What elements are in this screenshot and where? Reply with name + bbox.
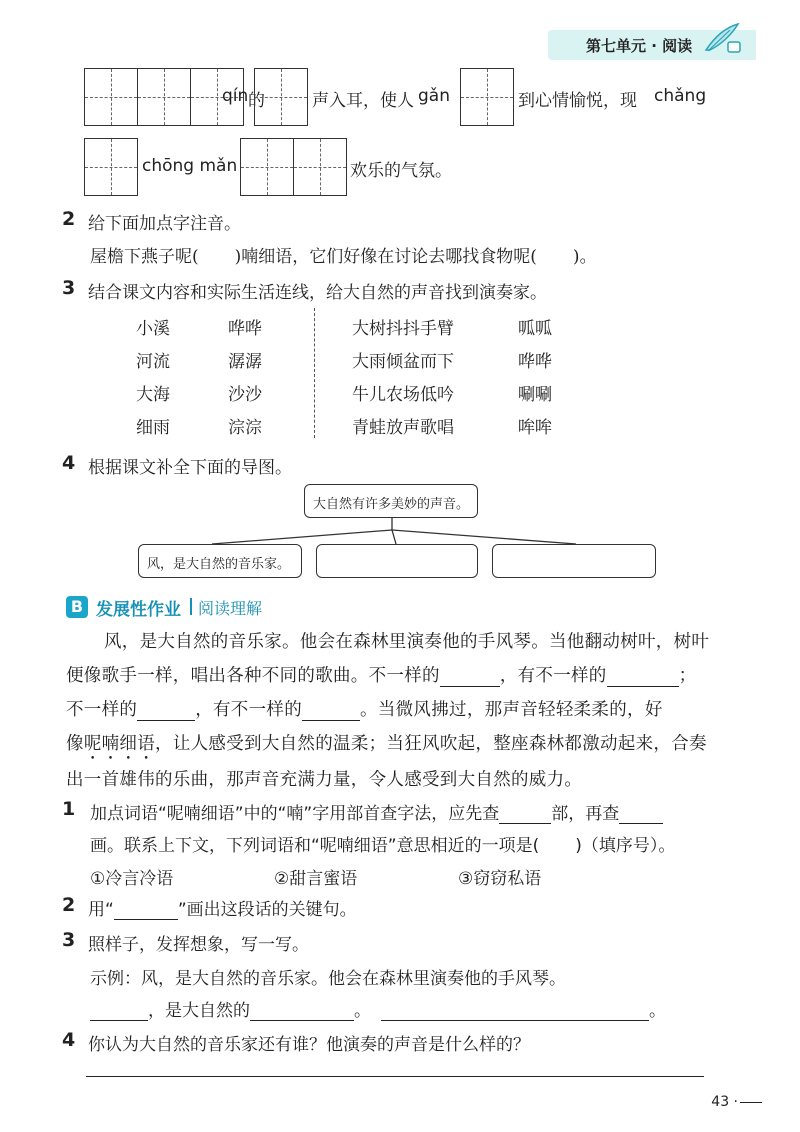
passage-line-1: 风，是大自然的音乐家。他会在森林里演奏他的手风琴。当他翻动树叶，树叶	[104, 632, 710, 652]
b3-blank-1[interactable]	[90, 1002, 148, 1021]
passage-line-5: 出一首雄伟的乐曲，那声音充满力量，令人感受到大自然的威力。	[66, 770, 583, 790]
q3-right-item[interactable]: 大雨倾盆而下	[352, 352, 454, 372]
dotted-phrase: 呢喃细语	[83, 734, 156, 754]
q1-text-2: 声入耳，使人	[312, 91, 414, 111]
q2-prompt: 给下面加点字注音。	[88, 214, 241, 234]
q3-left-sound[interactable]: 潺潺	[228, 352, 262, 372]
page-number-text: 43 ·	[711, 1094, 738, 1110]
q1-text-4: 欢乐的气氛。	[350, 161, 452, 181]
q2-paren-open: (	[192, 247, 199, 267]
b1-stroke-blank[interactable]	[619, 805, 663, 824]
b1-line-2	[90, 831, 675, 856]
q3-right-sound[interactable]: 唰唰	[518, 385, 552, 405]
passage-blank[interactable]	[137, 702, 195, 721]
section-b-title: 发展性作业	[96, 600, 181, 620]
page-number	[711, 1094, 762, 1110]
q3-right-item[interactable]: 牛儿农场低吟	[352, 385, 454, 405]
passage-blank[interactable]	[302, 702, 360, 721]
passage-text: ；	[678, 666, 697, 686]
q3-left-item[interactable]: 小溪	[136, 319, 170, 339]
q3-right-item[interactable]: 青蛙放声歌唱	[352, 418, 454, 438]
b3-text: 。	[354, 1001, 371, 1021]
passage-blank[interactable]	[440, 668, 500, 687]
mindmap-child-1	[138, 544, 302, 578]
section-b-divider	[190, 598, 192, 615]
b3-text: 。	[649, 1001, 666, 1021]
passage-line-2	[66, 662, 696, 687]
q2-paren-close: )	[234, 247, 242, 267]
q3-left-item[interactable]: 细雨	[136, 418, 170, 438]
b1-option[interactable]: ③窃窃私语	[458, 869, 542, 889]
mindmap-root-text: 大自然有许多美妙的声音。	[313, 497, 470, 512]
b1-option[interactable]: ①冷言冷语	[90, 869, 174, 889]
passage-line-4	[66, 730, 707, 764]
passage-text: 。当微风拂过，那声音轻轻柔柔的，好	[360, 700, 663, 720]
q3-number: 3	[62, 277, 76, 299]
q3-prompt: 结合课文内容和实际生活连线，给大自然的声音找到演奏家。	[88, 283, 547, 303]
b1-text: 加点词语“呢喃细语”中的“喃”字用部首查字法，应先查	[90, 804, 500, 824]
pinyin-chang: chǎng	[654, 86, 707, 106]
b1-radical-blank[interactable]	[499, 805, 551, 824]
q3-right-sound[interactable]: 哞哞	[518, 418, 552, 438]
b1-option[interactable]: ②甜言蜜语	[274, 869, 358, 889]
q1-text-1: 的	[248, 91, 265, 111]
b2-underline-sample	[114, 901, 178, 920]
passage-line-3	[66, 696, 663, 721]
q4-prompt: 根据课文补全下面的导图。	[88, 458, 292, 478]
b3-prompt: 照样子，发挥想象，写一写。	[88, 935, 309, 955]
pinyin-chongman: chōng mǎn	[142, 156, 238, 176]
mindmap-root	[304, 484, 478, 518]
b1-number: 1	[62, 798, 76, 820]
mindmap-child-3-blank[interactable]	[492, 544, 656, 578]
b3-blank-2[interactable]	[250, 1002, 354, 1021]
section-b-badge: B	[66, 596, 88, 618]
b1-text: 部，再查	[551, 804, 620, 824]
page-number-rule	[740, 1102, 762, 1103]
b3-example: 示例：风，是大自然的音乐家。他会在森林里演奏他的手风琴。	[90, 969, 566, 989]
q2-sentence-a: 屋檐下燕子呢	[90, 247, 192, 267]
unit-title: 第七单元 · 阅读	[586, 37, 693, 55]
q3-left-sound[interactable]: 淙淙	[228, 418, 262, 438]
section-b-subtitle: 阅读理解	[198, 599, 263, 618]
b4-number: 4	[62, 1029, 76, 1051]
passage-text: 像	[66, 734, 84, 754]
q3-right-item[interactable]: 大树抖抖手臂	[352, 319, 454, 339]
passage-text: 不一样的	[66, 700, 138, 720]
passage-text: ，让人感受到大自然的温柔；当狂风吹起，整座森林都激动起来，合奏	[155, 734, 707, 754]
q3-left-sound[interactable]: 沙沙	[228, 385, 262, 405]
passage-text: 便像歌手一样，唱出各种不同的歌曲。不一样的	[66, 666, 440, 686]
q3-left-sound[interactable]: 哗哗	[228, 319, 262, 339]
q3-right-sound[interactable]: 呱呱	[518, 319, 552, 339]
q3-left-item[interactable]: 河流	[136, 352, 170, 372]
pinyin-gan: gǎn	[418, 86, 450, 106]
b3-number: 3	[62, 929, 76, 951]
b1-text: 画。联系上下文，下列词语和“呢喃细语”意思相近的一项是(	[90, 836, 540, 856]
b4-prompt: 你认为大自然的音乐家还有谁？他演奏的声音是什么样的？	[88, 1035, 530, 1055]
q3-right-sound[interactable]: 哗哗	[518, 352, 552, 372]
q2-paren-open-2: (	[530, 247, 537, 267]
b3-blank-3[interactable]	[381, 1002, 649, 1021]
q2-number: 2	[62, 208, 76, 230]
q2-sentence-end: 。	[579, 247, 597, 267]
b1-line-1	[90, 799, 663, 824]
q2-sentence-b: 喃细语，它们好像在讨论去哪找食物呢	[241, 247, 531, 267]
mindmap-child-2-blank[interactable]	[316, 544, 478, 578]
q3-left-item[interactable]: 大海	[136, 385, 170, 405]
q2-paren-close-2: )	[572, 247, 580, 267]
b3-text: ，是大自然的	[148, 1001, 250, 1021]
b4-answer-line[interactable]	[86, 1076, 704, 1077]
passage-text: ，有不一样的	[499, 666, 607, 686]
b2-text: 用“	[88, 900, 114, 920]
pinyin-qin: qín	[222, 86, 249, 106]
q1-text-3: 到心情愉悦，现	[518, 91, 637, 111]
b3-fill-line	[90, 996, 666, 1021]
q4-number: 4	[62, 452, 76, 474]
mindmap-child-1-text: 风，是大自然的音乐家。	[147, 557, 291, 572]
b2-text: ”画出这段话的关键句。	[177, 900, 357, 920]
b2-prompt	[88, 895, 357, 920]
passage-blank[interactable]	[607, 668, 679, 687]
passage-text: ，有不一样的	[195, 700, 303, 720]
b2-number: 2	[62, 894, 76, 916]
b1-text: )（填序号）。	[575, 836, 676, 856]
